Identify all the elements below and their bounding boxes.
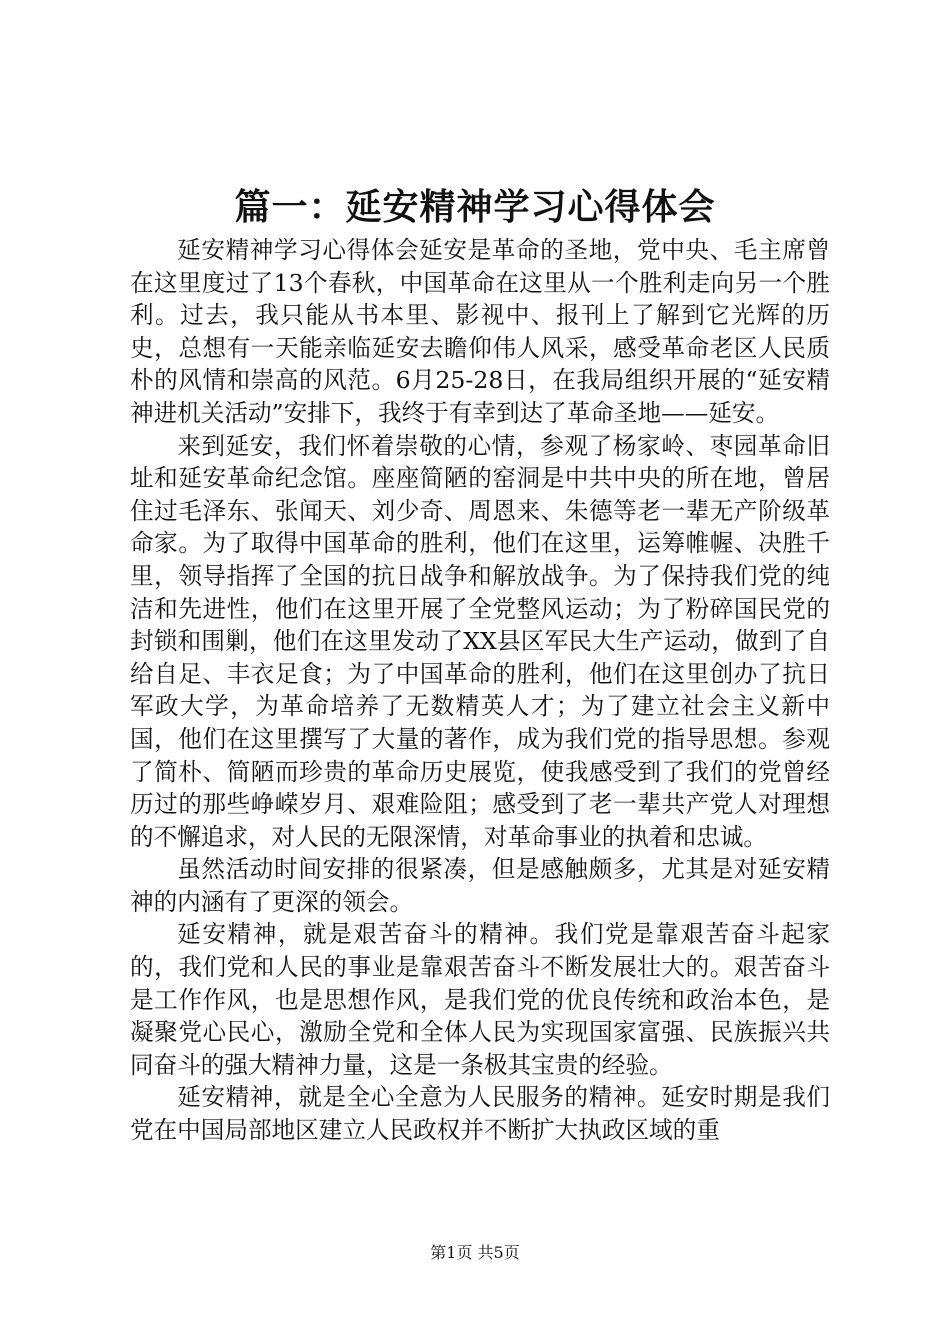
- paragraph-1: 延安精神学习心得体会延安是革命的圣地，党中央、毛主席曾在这里度过了13个春秋，中国革命在这里从一个胜利走向另一个胜利。过去，我只能从书本里、影视中、报刊上了解到它光辉的历史，总想有一天能亲临延安去瞻仰伟人风采，感受革命老区人民质朴的风情和崇高的风范。6月25-28日，在我局组织开展的“延安精神进机关活动”安排下，我终于有幸到达了革命圣地——延安。: [130, 236, 830, 427]
- paragraph-3: 虽然活动时间安排的很紧凑，但是感触颇多，尤其是对延安精神的内涵有了更深的领会。: [130, 855, 830, 916]
- paragraph-2: 来到延安，我们怀着崇敬的心情，参观了杨家岭、枣园革命旧址和延安革命纪念馆。座座简陋的窑洞是中共中央的所在地，曾居住过毛泽东、张闻天、刘少奇、周恩来、朱德等老一辈无产阶级革命家。为了取得中国革命的胜利，他们在这里，运筹帷幄、决胜千里，领导指挥了全国的抗日战争和解放战争。为了保持我们党的纯洁和先进性，他们在这里开展了全党整风运动；为了粉碎国民党的封锁和围剿，他们在这里发动了XX县区军民大生产运动，做到了自给自足、丰衣足食；为了中国革命的胜利，他们在这里创办了抗日军政大学，为革命培养了无数精英人才；为了建立社会主义新中国，他们在这里撰写了大量的著作，成为我们党的指导思想。参观了简朴、简陋而珍贵的革命历史展览，使我感受到了我们的党曾经历过的那些峥嵘岁月、艰难险阻；感受到了老一辈共产党人对理想的不懈追求，对人民的无限深情，对革命事业的执着和忠诚。: [130, 431, 830, 851]
- page-number-footer: 第1页 共5页: [430, 1243, 520, 1262]
- document-body: [130, 234, 830, 1147]
- document-title: 篇一：延安精神学习心得体会: [234, 186, 716, 228]
- paragraph-5: 延安精神，就是全心全意为人民服务的精神。延安时期是我们党在中国局部地区建立人民政权并不断扩大执政区域的重: [130, 1083, 830, 1145]
- paragraph-4: 延安精神，就是艰苦奋斗的精神。我们党是靠艰苦奋斗起家的，我们党和人民的事业是靠艰苦奋斗不断发展壮大的。艰苦奋斗是工作作风，也是思想作风，是我们党的优良传统和政治本色，是凝聚党心民心，激励全党和全体人民为实现国家富强、民族振兴共同奋斗的强大精神力量，这是一条极其宝贵的经验。: [130, 920, 830, 1079]
